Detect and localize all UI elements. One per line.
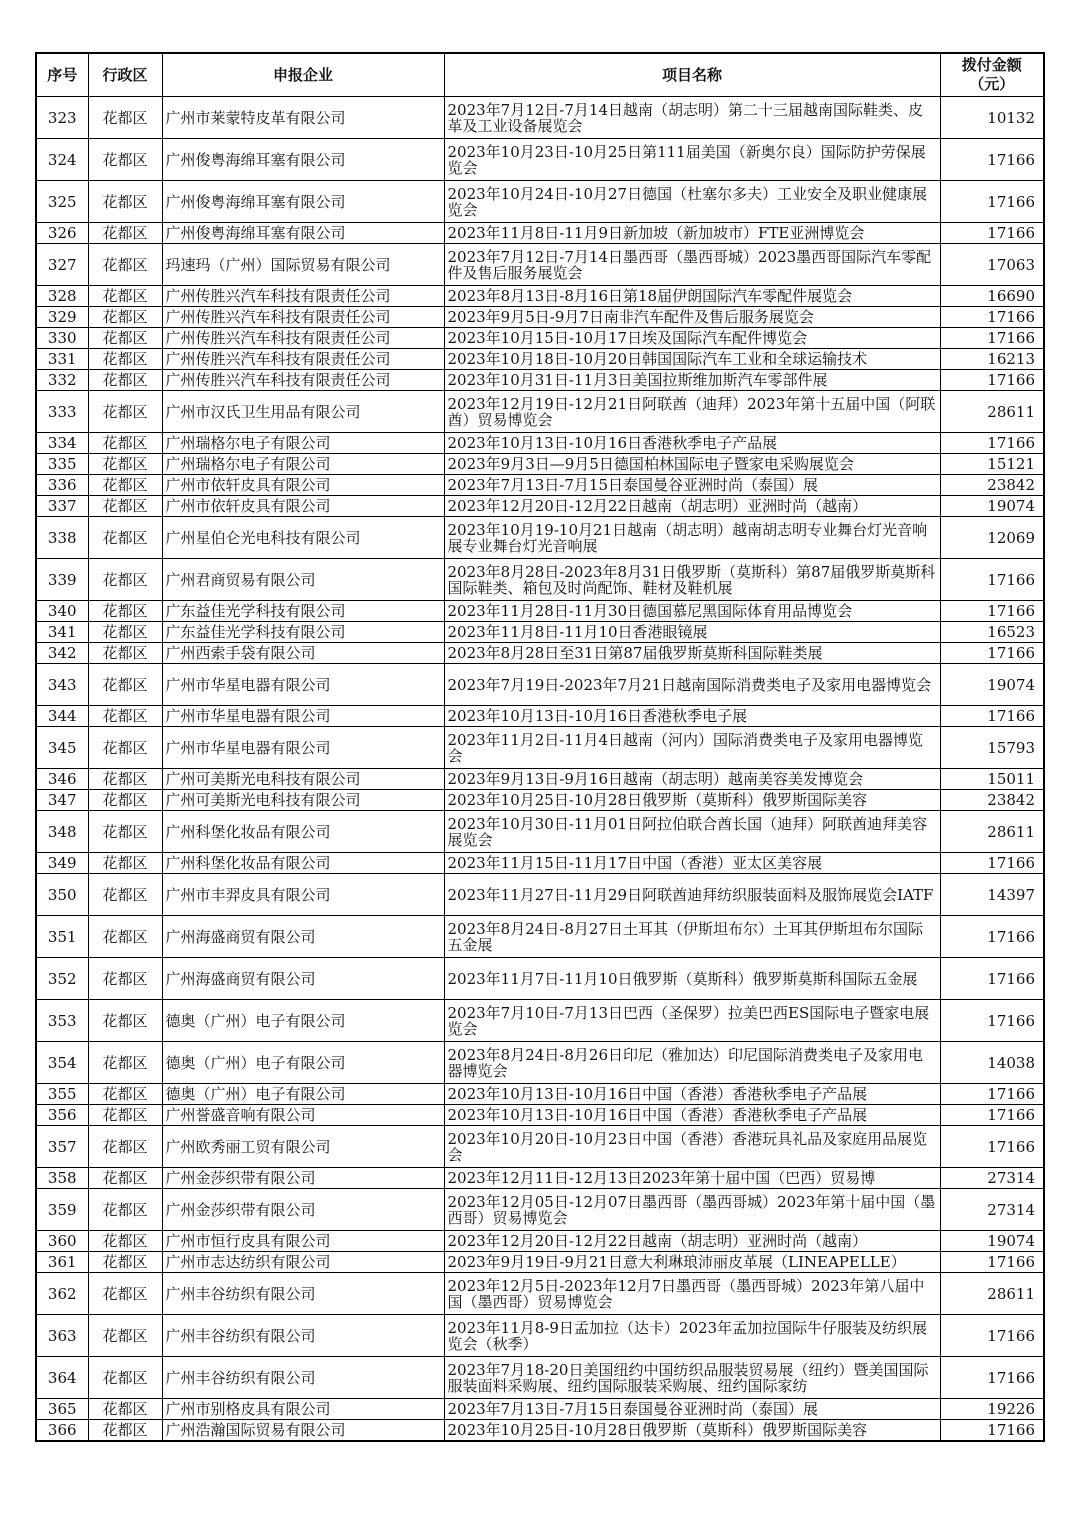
cell-amount: 16690 xyxy=(940,286,1044,307)
cell-serial-no: 349 xyxy=(36,853,88,874)
cell-amount: 23842 xyxy=(940,475,1044,496)
table-row xyxy=(36,916,1044,958)
cell-project-name: 2023年10月18日-10月20日韩国国际汽车工业和全球运输技术 xyxy=(444,349,940,370)
cell-amount: 17166 xyxy=(940,223,1044,244)
cell-project-name: 2023年9月3日—9月5日德国柏林国际电子暨家电采购展览会 xyxy=(444,454,940,475)
cell-serial-no: 326 xyxy=(36,223,88,244)
cell-project-name: 2023年11月7日-11月10日俄罗斯（莫斯科）俄罗斯莫斯科国际五金展 xyxy=(444,958,940,1000)
cell-serial-no: 347 xyxy=(36,790,88,811)
cell-project-name: 2023年8月13日-8月16日第18届伊朗国际汽车零配件展览会 xyxy=(444,286,940,307)
cell-serial-no: 345 xyxy=(36,727,88,769)
cell-company: 广州俊粤海绵耳塞有限公司 xyxy=(162,181,444,223)
cell-amount: 19074 xyxy=(940,1231,1044,1252)
table-row xyxy=(36,1420,1044,1442)
cell-project-name: 2023年7月18-20日美国纽约中国纺织品服装贸易展（纽约）暨美国国际服装面料采购展、纽约国际服装采购展、纽约国际家纺 xyxy=(444,1357,940,1399)
cell-serial-no: 336 xyxy=(36,475,88,496)
cell-amount: 16213 xyxy=(940,349,1044,370)
table-row xyxy=(36,475,1044,496)
cell-district: 花都区 xyxy=(88,790,162,811)
cell-project-name: 2023年11月8-9日孟加拉（达卡）2023年孟加拉国际牛仔服装及纺织展览会（秋季） xyxy=(444,1315,940,1357)
cell-serial-no: 334 xyxy=(36,433,88,454)
cell-serial-no: 365 xyxy=(36,1399,88,1420)
cell-serial-no: 323 xyxy=(36,97,88,139)
table-row xyxy=(36,706,1044,727)
cell-serial-no: 358 xyxy=(36,1168,88,1189)
cell-serial-no: 330 xyxy=(36,328,88,349)
cell-amount: 17166 xyxy=(940,1105,1044,1126)
cell-project-name: 2023年11月27日-11月29日阿联酋迪拜纺织服装面料及服饰展览会IATF xyxy=(444,874,940,916)
cell-district: 花都区 xyxy=(88,811,162,853)
cell-project-name: 2023年12月05日-12月07日墨西哥（墨西哥城）2023年第十届中国（墨西哥）贸易博览会 xyxy=(444,1189,940,1231)
cell-company: 玛速玛（广州）国际贸易有限公司 xyxy=(162,244,444,286)
cell-amount: 14038 xyxy=(940,1042,1044,1084)
cell-company: 广州市华星电器有限公司 xyxy=(162,727,444,769)
cell-amount: 17166 xyxy=(940,601,1044,622)
cell-amount: 19074 xyxy=(940,496,1044,517)
table-row xyxy=(36,1126,1044,1168)
document-page xyxy=(35,52,1043,1442)
header-amount: 拨付金额（元） xyxy=(940,53,1044,97)
table-row xyxy=(36,1105,1044,1126)
cell-amount: 17166 xyxy=(940,643,1044,664)
table-row xyxy=(36,874,1044,916)
cell-district: 花都区 xyxy=(88,1399,162,1420)
cell-project-name: 2023年11月8日-11月9日新加坡（新加坡市）FTE亚洲博览会 xyxy=(444,223,940,244)
cell-amount: 17166 xyxy=(940,559,1044,601)
cell-project-name: 2023年10月30日-11月01日阿拉伯联合酋长国（迪拜）阿联酋迪拜美容展览会 xyxy=(444,811,940,853)
cell-serial-no: 362 xyxy=(36,1273,88,1315)
cell-project-name: 2023年10月25日-10月28日俄罗斯（莫斯科）俄罗斯国际美容 xyxy=(444,1420,940,1442)
cell-company: 广州市莱蒙特皮革有限公司 xyxy=(162,97,444,139)
cell-amount: 17166 xyxy=(940,706,1044,727)
cell-company: 广州科堡化妆品有限公司 xyxy=(162,853,444,874)
cell-district: 花都区 xyxy=(88,1000,162,1042)
cell-amount: 19226 xyxy=(940,1399,1044,1420)
cell-company: 广州科堡化妆品有限公司 xyxy=(162,811,444,853)
cell-amount: 27314 xyxy=(940,1189,1044,1231)
cell-company: 广州市志达纺织有限公司 xyxy=(162,1252,444,1273)
cell-project-name: 2023年7月19日-2023年7月21日越南国际消费类电子及家用电器博览会 xyxy=(444,664,940,706)
cell-district: 花都区 xyxy=(88,139,162,181)
cell-district: 花都区 xyxy=(88,517,162,559)
cell-company: 广州浩瀚国际贸易有限公司 xyxy=(162,1420,444,1442)
cell-district: 花都区 xyxy=(88,181,162,223)
cell-district: 花都区 xyxy=(88,349,162,370)
table-row xyxy=(36,601,1044,622)
cell-serial-no: 361 xyxy=(36,1252,88,1273)
cell-amount: 28611 xyxy=(940,811,1044,853)
cell-serial-no: 352 xyxy=(36,958,88,1000)
cell-project-name: 2023年10月20日-10月23日中国（香港）香港玩具礼品及家庭用品展览会 xyxy=(444,1126,940,1168)
cell-company: 广州海盛商贸有限公司 xyxy=(162,958,444,1000)
cell-project-name: 2023年7月13日-7月15日泰国曼谷亚洲时尚（泰国）展 xyxy=(444,1399,940,1420)
cell-district: 花都区 xyxy=(88,1084,162,1105)
cell-district: 花都区 xyxy=(88,307,162,328)
table-row xyxy=(36,769,1044,790)
table-header-row xyxy=(36,53,1044,97)
table-row xyxy=(36,1357,1044,1399)
cell-amount: 17166 xyxy=(940,328,1044,349)
table-row xyxy=(36,559,1044,601)
cell-company: 广州金莎织带有限公司 xyxy=(162,1189,444,1231)
cell-amount: 17166 xyxy=(940,181,1044,223)
cell-project-name: 2023年7月10日-7月13日巴西（圣保罗）拉美巴西ES国际电子暨家电展览会 xyxy=(444,1000,940,1042)
table-row xyxy=(36,811,1044,853)
cell-district: 花都区 xyxy=(88,433,162,454)
cell-district: 花都区 xyxy=(88,769,162,790)
cell-district: 花都区 xyxy=(88,286,162,307)
cell-district: 花都区 xyxy=(88,559,162,601)
cell-amount: 17166 xyxy=(940,307,1044,328)
table-row xyxy=(36,286,1044,307)
cell-project-name: 2023年10月24日-10月27日德国（杜塞尔多夫）工业安全及职业健康展览会 xyxy=(444,181,940,223)
cell-serial-no: 343 xyxy=(36,664,88,706)
cell-serial-no: 333 xyxy=(36,391,88,433)
cell-amount: 17166 xyxy=(940,1000,1044,1042)
cell-district: 花都区 xyxy=(88,328,162,349)
cell-project-name: 2023年10月19-10月21日越南（胡志明）越南胡志明专业舞台灯光音响展专业舞台灯光音响展 xyxy=(444,517,940,559)
cell-company: 广州市华星电器有限公司 xyxy=(162,664,444,706)
cell-company: 广州传胜兴汽车科技有限责任公司 xyxy=(162,307,444,328)
cell-amount: 15793 xyxy=(940,727,1044,769)
cell-company: 广州瑞格尔电子有限公司 xyxy=(162,454,444,475)
cell-district: 花都区 xyxy=(88,916,162,958)
header-company: 申报企业 xyxy=(162,53,444,97)
table-row xyxy=(36,139,1044,181)
cell-district: 花都区 xyxy=(88,454,162,475)
cell-amount: 23842 xyxy=(940,790,1044,811)
cell-serial-no: 328 xyxy=(36,286,88,307)
cell-project-name: 2023年10月13日-10月16日香港秋季电子展 xyxy=(444,706,940,727)
cell-company: 广州市丰羿皮具有限公司 xyxy=(162,874,444,916)
cell-district: 花都区 xyxy=(88,1357,162,1399)
cell-district: 花都区 xyxy=(88,1189,162,1231)
cell-project-name: 2023年12月20日-12月22日越南（胡志明）亚洲时尚（越南） xyxy=(444,496,940,517)
cell-serial-no: 360 xyxy=(36,1231,88,1252)
subsidy-table xyxy=(35,52,1045,1442)
cell-amount: 17166 xyxy=(940,139,1044,181)
cell-serial-no: 329 xyxy=(36,307,88,328)
cell-district: 花都区 xyxy=(88,1420,162,1442)
table-row xyxy=(36,370,1044,391)
cell-company: 广州可美斯光电科技有限公司 xyxy=(162,790,444,811)
cell-company: 德奥（广州）电子有限公司 xyxy=(162,1000,444,1042)
cell-serial-no: 351 xyxy=(36,916,88,958)
cell-company: 德奥（广州）电子有限公司 xyxy=(162,1042,444,1084)
cell-amount: 17166 xyxy=(940,370,1044,391)
cell-serial-no: 355 xyxy=(36,1084,88,1105)
cell-district: 花都区 xyxy=(88,496,162,517)
cell-district: 花都区 xyxy=(88,244,162,286)
header-district: 行政区 xyxy=(88,53,162,97)
table-row xyxy=(36,223,1044,244)
table-row xyxy=(36,1000,1044,1042)
cell-serial-no: 366 xyxy=(36,1420,88,1442)
cell-serial-no: 335 xyxy=(36,454,88,475)
cell-district: 花都区 xyxy=(88,706,162,727)
cell-amount: 10132 xyxy=(940,97,1044,139)
cell-company: 广州丰谷纺织有限公司 xyxy=(162,1315,444,1357)
cell-company: 广州俊粤海绵耳塞有限公司 xyxy=(162,223,444,244)
table-row xyxy=(36,1042,1044,1084)
cell-company: 广州俊粤海绵耳塞有限公司 xyxy=(162,139,444,181)
cell-company: 广州海盛商贸有限公司 xyxy=(162,916,444,958)
table-row xyxy=(36,1168,1044,1189)
cell-district: 花都区 xyxy=(88,97,162,139)
cell-amount: 17166 xyxy=(940,1126,1044,1168)
cell-serial-no: 363 xyxy=(36,1315,88,1357)
cell-project-name: 2023年7月13日-7月15日泰国曼谷亚洲时尚（泰国）展 xyxy=(444,475,940,496)
cell-serial-no: 346 xyxy=(36,769,88,790)
cell-serial-no: 338 xyxy=(36,517,88,559)
table-row xyxy=(36,244,1044,286)
cell-amount: 17166 xyxy=(940,1084,1044,1105)
cell-amount: 17166 xyxy=(940,1420,1044,1442)
cell-district: 花都区 xyxy=(88,370,162,391)
cell-district: 花都区 xyxy=(88,1273,162,1315)
table-row xyxy=(36,454,1044,475)
cell-company: 广州欧秀丽工贸有限公司 xyxy=(162,1126,444,1168)
cell-district: 花都区 xyxy=(88,1315,162,1357)
cell-project-name: 2023年10月13日-10月16日中国（香港）香港秋季电子产品展 xyxy=(444,1084,940,1105)
table-row xyxy=(36,391,1044,433)
cell-company: 广州丰谷纺织有限公司 xyxy=(162,1357,444,1399)
table-row xyxy=(36,1315,1044,1357)
cell-project-name: 2023年12月11日-12月13日2023年第十届中国（巴西）贸易博 xyxy=(444,1168,940,1189)
cell-project-name: 2023年10月13日-10月16日中国（香港）香港秋季电子产品展 xyxy=(444,1105,940,1126)
cell-project-name: 2023年9月13日-9月16日越南（胡志明）越南美容美发博览会 xyxy=(444,769,940,790)
cell-serial-no: 350 xyxy=(36,874,88,916)
cell-district: 花都区 xyxy=(88,1252,162,1273)
cell-project-name: 2023年10月13日-10月16日香港秋季电子产品展 xyxy=(444,433,940,454)
table-row xyxy=(36,1084,1044,1105)
cell-serial-no: 339 xyxy=(36,559,88,601)
cell-district: 花都区 xyxy=(88,391,162,433)
cell-project-name: 2023年9月19日-9月21日意大利琳琅沛丽皮革展（LINEAPELLE） xyxy=(444,1252,940,1273)
cell-company: 广州金莎织带有限公司 xyxy=(162,1168,444,1189)
cell-district: 花都区 xyxy=(88,1105,162,1126)
cell-project-name: 2023年8月24日-8月26日印尼（雅加达）印尼国际消费类电子及家用电器博览会 xyxy=(444,1042,940,1084)
cell-company: 广州誉盛音响有限公司 xyxy=(162,1105,444,1126)
table-body xyxy=(36,97,1044,1442)
cell-district: 花都区 xyxy=(88,475,162,496)
cell-project-name: 2023年11月8日-11月10日香港眼镜展 xyxy=(444,622,940,643)
cell-district: 花都区 xyxy=(88,1126,162,1168)
cell-project-name: 2023年10月15日-10月17日埃及国际汽车配件博览会 xyxy=(444,328,940,349)
table-row xyxy=(36,1252,1044,1273)
cell-district: 花都区 xyxy=(88,601,162,622)
cell-company: 广州传胜兴汽车科技有限责任公司 xyxy=(162,286,444,307)
cell-amount: 17166 xyxy=(940,1315,1044,1357)
cell-company: 广州西索手袋有限公司 xyxy=(162,643,444,664)
cell-project-name: 2023年10月31日-11月3日美国拉斯维加斯汽车零部件展 xyxy=(444,370,940,391)
cell-district: 花都区 xyxy=(88,853,162,874)
cell-serial-no: 364 xyxy=(36,1357,88,1399)
cell-district: 花都区 xyxy=(88,664,162,706)
cell-amount: 17166 xyxy=(940,916,1044,958)
cell-project-name: 2023年10月23日-10月25日第111届美国（新奥尔良）国际防护劳保展览会 xyxy=(444,139,940,181)
cell-district: 花都区 xyxy=(88,1168,162,1189)
cell-district: 花都区 xyxy=(88,958,162,1000)
table-row xyxy=(36,433,1044,454)
table-row xyxy=(36,307,1044,328)
cell-project-name: 2023年8月28日-2023年8月31日俄罗斯（莫斯科）第87届俄罗斯莫斯科国际鞋类、箱包及时尚配饰、鞋材及鞋机展 xyxy=(444,559,940,601)
cell-serial-no: 359 xyxy=(36,1189,88,1231)
header-project: 项目名称 xyxy=(444,53,940,97)
cell-amount: 17166 xyxy=(940,433,1044,454)
cell-serial-no: 340 xyxy=(36,601,88,622)
cell-amount: 15011 xyxy=(940,769,1044,790)
cell-project-name: 2023年12月5日-2023年12月7日墨西哥（墨西哥城）2023年第八届中国（墨西哥）贸易博览会 xyxy=(444,1273,940,1315)
cell-serial-no: 332 xyxy=(36,370,88,391)
table-row xyxy=(36,1399,1044,1420)
cell-project-name: 2023年12月20日-12月22日越南（胡志明）亚洲时尚（越南） xyxy=(444,1231,940,1252)
cell-amount: 15121 xyxy=(940,454,1044,475)
cell-district: 花都区 xyxy=(88,727,162,769)
cell-serial-no: 327 xyxy=(36,244,88,286)
table-row xyxy=(36,97,1044,139)
cell-amount: 27314 xyxy=(940,1168,1044,1189)
cell-company: 广州可美斯光电科技有限公司 xyxy=(162,769,444,790)
table-row xyxy=(36,643,1044,664)
cell-serial-no: 342 xyxy=(36,643,88,664)
cell-serial-no: 353 xyxy=(36,1000,88,1042)
cell-company: 广州市依轩皮具有限公司 xyxy=(162,496,444,517)
cell-amount: 17166 xyxy=(940,853,1044,874)
cell-amount: 17166 xyxy=(940,958,1044,1000)
table-row xyxy=(36,349,1044,370)
cell-company: 广州市依轩皮具有限公司 xyxy=(162,475,444,496)
cell-serial-no: 354 xyxy=(36,1042,88,1084)
cell-amount: 17166 xyxy=(940,1357,1044,1399)
table-row xyxy=(36,958,1044,1000)
cell-company: 广州市别格皮具有限公司 xyxy=(162,1399,444,1420)
cell-amount: 14397 xyxy=(940,874,1044,916)
cell-company: 广州传胜兴汽车科技有限责任公司 xyxy=(162,349,444,370)
cell-amount: 17063 xyxy=(940,244,1044,286)
cell-company: 广东益佳光学科技有限公司 xyxy=(162,622,444,643)
table-row xyxy=(36,181,1044,223)
table-row xyxy=(36,496,1044,517)
cell-serial-no: 348 xyxy=(36,811,88,853)
table-row xyxy=(36,1231,1044,1252)
cell-district: 花都区 xyxy=(88,874,162,916)
cell-company: 广州市华星电器有限公司 xyxy=(162,706,444,727)
cell-company: 广州星伯仑光电科技有限公司 xyxy=(162,517,444,559)
cell-company: 广州市恒行皮具有限公司 xyxy=(162,1231,444,1252)
cell-amount: 19074 xyxy=(940,664,1044,706)
cell-amount: 17166 xyxy=(940,1252,1044,1273)
cell-project-name: 2023年7月12日-7月14日墨西哥（墨西哥城）2023墨西哥国际汽车零配件及售后服务展览会 xyxy=(444,244,940,286)
cell-project-name: 2023年12月19日-12月21日阿联酋（迪拜）2023年第十五届中国（阿联酋）贸易博览会 xyxy=(444,391,940,433)
table-row xyxy=(36,853,1044,874)
cell-company: 广州丰谷纺织有限公司 xyxy=(162,1273,444,1315)
cell-project-name: 2023年11月28日-11月30日德国慕尼黑国际体育用品博览会 xyxy=(444,601,940,622)
header-no: 序号 xyxy=(36,53,88,97)
cell-project-name: 2023年7月12日-7月14日越南（胡志明）第二十三届越南国际鞋类、皮革及工业设备展览会 xyxy=(444,97,940,139)
cell-district: 花都区 xyxy=(88,622,162,643)
cell-serial-no: 344 xyxy=(36,706,88,727)
cell-project-name: 2023年8月28日至31日第87届俄罗斯莫斯科国际鞋类展 xyxy=(444,643,940,664)
cell-project-name: 2023年10月25日-10月28日俄罗斯（莫斯科）俄罗斯国际美容 xyxy=(444,790,940,811)
cell-company: 广东益佳光学科技有限公司 xyxy=(162,601,444,622)
table-row xyxy=(36,790,1044,811)
cell-serial-no: 324 xyxy=(36,139,88,181)
table-row xyxy=(36,517,1044,559)
table-row xyxy=(36,1273,1044,1315)
cell-company: 广州传胜兴汽车科技有限责任公司 xyxy=(162,370,444,391)
cell-district: 花都区 xyxy=(88,1231,162,1252)
cell-district: 花都区 xyxy=(88,1042,162,1084)
cell-company: 广州瑞格尔电子有限公司 xyxy=(162,433,444,454)
table-row xyxy=(36,622,1044,643)
cell-serial-no: 341 xyxy=(36,622,88,643)
table-row xyxy=(36,727,1044,769)
cell-district: 花都区 xyxy=(88,643,162,664)
cell-company: 德奥（广州）电子有限公司 xyxy=(162,1084,444,1105)
table-row xyxy=(36,1189,1044,1231)
cell-amount: 16523 xyxy=(940,622,1044,643)
cell-serial-no: 325 xyxy=(36,181,88,223)
cell-project-name: 2023年11月15日-11月17日中国（香港）亚太区美容展 xyxy=(444,853,940,874)
cell-amount: 28611 xyxy=(940,1273,1044,1315)
cell-project-name: 2023年8月24日-8月27日土耳其（伊斯坦布尔）土耳其伊斯坦布尔国际五金展 xyxy=(444,916,940,958)
cell-company: 广州传胜兴汽车科技有限责任公司 xyxy=(162,328,444,349)
cell-serial-no: 337 xyxy=(36,496,88,517)
cell-company: 广州君商贸易有限公司 xyxy=(162,559,444,601)
cell-project-name: 2023年11月2日-11月4日越南（河内）国际消费类电子及家用电器博览会 xyxy=(444,727,940,769)
table-row xyxy=(36,664,1044,706)
cell-company: 广州市汉氏卫生用品有限公司 xyxy=(162,391,444,433)
cell-district: 花都区 xyxy=(88,223,162,244)
cell-amount: 28611 xyxy=(940,391,1044,433)
cell-serial-no: 357 xyxy=(36,1126,88,1168)
table-row xyxy=(36,328,1044,349)
cell-amount: 12069 xyxy=(940,517,1044,559)
cell-serial-no: 356 xyxy=(36,1105,88,1126)
cell-project-name: 2023年9月5日-9月7日南非汽车配件及售后服务展览会 xyxy=(444,307,940,328)
cell-serial-no: 331 xyxy=(36,349,88,370)
